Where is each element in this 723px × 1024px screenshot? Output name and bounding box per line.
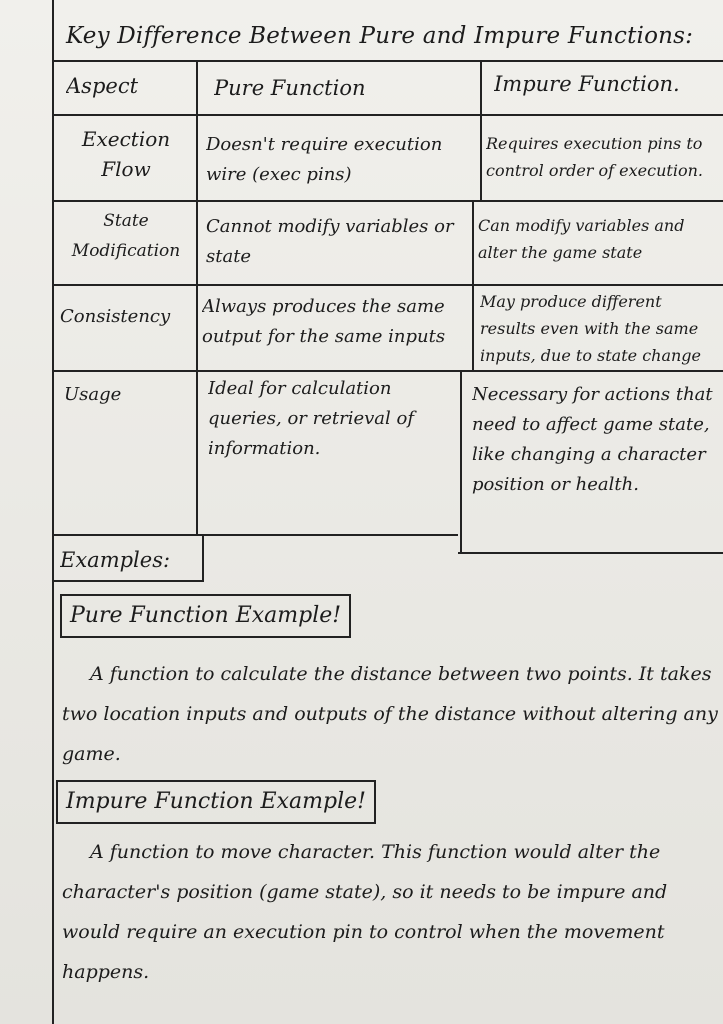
examples-label-right xyxy=(202,536,204,582)
table-row-3-aspect: Consistency xyxy=(60,306,171,327)
table-row-3-impure: May produce different results even with the same inputs, due to state change xyxy=(480,292,702,365)
table-row-4-pure: Ideal for calculation queries, or retrieval of information. xyxy=(208,378,415,459)
table-row-2-impure: Can modify variables and alter the game state xyxy=(478,216,685,262)
table-column-divider-2 xyxy=(480,60,482,202)
pure-example-heading: Pure Function Example! xyxy=(60,594,351,638)
impure-example-heading: Impure Function Example! xyxy=(56,780,376,824)
table-divider-row-1 xyxy=(52,200,723,202)
examples-label: Examples: xyxy=(60,548,171,572)
table-row-2-aspect: State Modification xyxy=(71,211,181,261)
table-divider-row-3 xyxy=(52,370,723,372)
table-border-bottom xyxy=(52,534,458,536)
table-divider-header xyxy=(52,114,723,116)
table-row-3-pure: Always produces the same output for the same inputs xyxy=(202,296,446,347)
table-row-1-pure: Doesn't require execution wire (exec pins) xyxy=(206,134,443,185)
table-row-1-impure: Requires execution pins to control order of execution. xyxy=(486,134,703,180)
table-divider-row-2 xyxy=(52,284,723,286)
table-row-4-impure: Necessary for actions that need to affect game state, like changing a character position or health. xyxy=(472,384,713,495)
pure-example-paragraph: A function to calculate the distance between two points. It takes two location inputs and outputs of the distance without altering any game. xyxy=(62,663,718,765)
table-divider-row-4 xyxy=(458,552,723,554)
table-header-aspect: Aspect xyxy=(66,74,139,98)
impure-example-paragraph: A function to move character. This function would alter the character's position (game state), so it needs to be impure and would require an execution pin to control when the movement happens. xyxy=(62,841,668,983)
table-column-divider-2b xyxy=(472,200,474,372)
page-title: Key Difference Between Pure and Impure Functions: xyxy=(66,23,694,49)
impure-example-text xyxy=(62,832,718,1022)
table-column-divider-2c xyxy=(460,370,462,554)
pure-example-text xyxy=(62,654,718,784)
table-column-divider-1 xyxy=(196,60,198,536)
table-header-pure: Pure Function xyxy=(214,76,366,100)
table-header-impure: Impure Function. xyxy=(494,72,680,96)
table-row-2-pure: Cannot modify variables or state xyxy=(206,216,454,267)
table-row-4-aspect: Usage xyxy=(64,384,122,405)
table-border-left xyxy=(52,0,54,1024)
table-row-1-aspect: Exection Flow xyxy=(81,127,171,181)
table-border-top xyxy=(52,60,723,62)
